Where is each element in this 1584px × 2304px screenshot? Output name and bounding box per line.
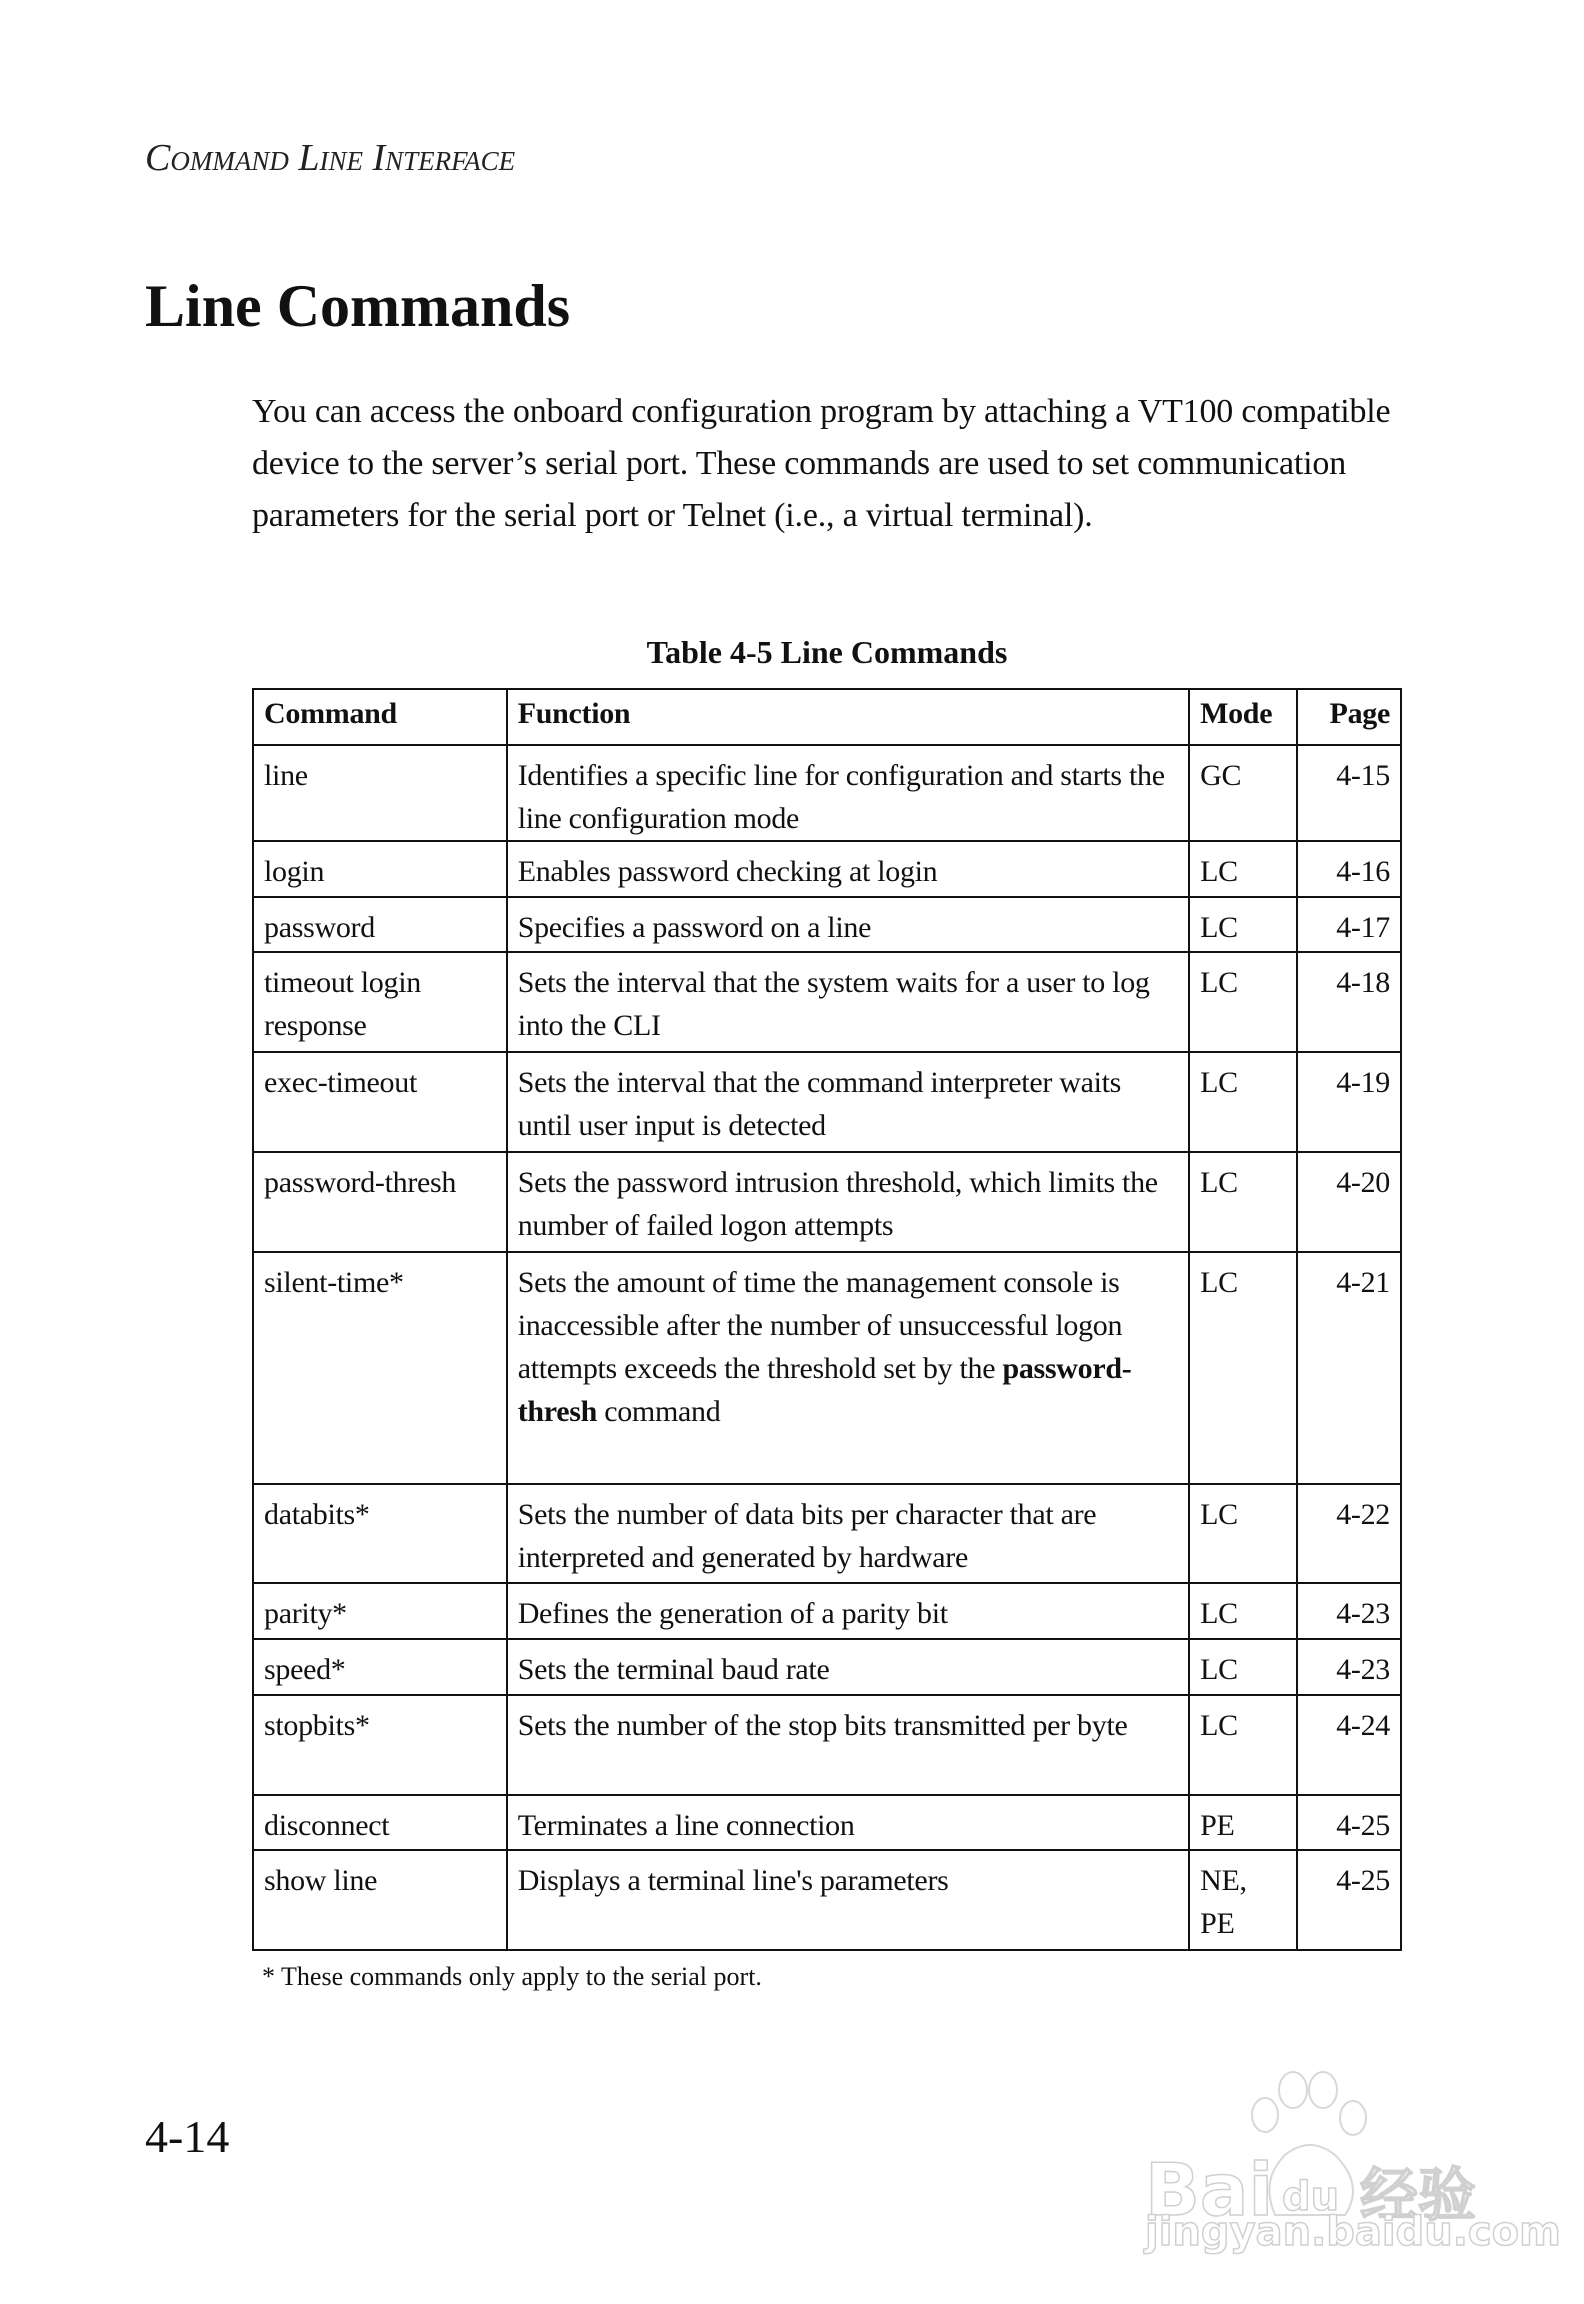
command-cell: password — [253, 897, 507, 952]
page-cell: 4-20 — [1297, 1152, 1401, 1252]
table-row — [253, 1484, 1401, 1583]
page-cell: 4-23 — [1297, 1583, 1401, 1639]
function-cell: Terminates a line connection — [507, 1795, 1189, 1850]
mode-cell: LC — [1189, 897, 1297, 952]
mode-cell: LC — [1189, 841, 1297, 897]
mode-cell: LC — [1189, 1583, 1297, 1639]
page-number: 4-14 — [145, 2111, 230, 2162]
table-row — [253, 897, 1401, 952]
command-cell: timeout login response — [253, 952, 507, 1052]
table-caption: Table 4-5 Line Commands — [646, 634, 1008, 670]
running-head: Command Line Interface — [145, 137, 516, 179]
mode-cell: LC — [1189, 1152, 1297, 1252]
function-cell: Displays a terminal line's parameters — [507, 1850, 1189, 1950]
command-cell: stopbits* — [253, 1695, 507, 1795]
line-commands-table — [252, 688, 1402, 1951]
table-row — [253, 952, 1401, 1052]
function-cell — [507, 1252, 1189, 1484]
table-row — [253, 1695, 1401, 1795]
page-cell: 4-25 — [1297, 1850, 1401, 1950]
function-cell: Sets the interval that the system waits for a user to log into the CLI — [507, 952, 1189, 1052]
function-cell: Sets the interval that the command interpreter waits until user input is detected — [507, 1052, 1189, 1152]
page-cell: 4-17 — [1297, 897, 1401, 952]
command-cell: speed* — [253, 1639, 507, 1695]
function-text: command — [597, 1395, 721, 1428]
mode-cell: PE — [1189, 1795, 1297, 1850]
page-cell: 4-18 — [1297, 952, 1401, 1052]
header-mode: Mode — [1189, 689, 1297, 745]
svg-text:经验: 经验 — [1360, 2161, 1477, 2229]
command-cell: exec-timeout — [253, 1052, 507, 1152]
bold-command-ref: password-thresh — [517, 1352, 1132, 1428]
mode-cell: LC — [1189, 952, 1297, 1052]
mode-cell: LC — [1189, 1052, 1297, 1152]
function-cell: Sets the number of the stop bits transmitted per byte — [507, 1695, 1189, 1795]
table-row — [253, 1795, 1401, 1850]
function-text: Sets the amount of time the management console is inaccessible after the number of unsuccessful logon attempts exceeds the threshold set by the — [517, 1266, 1123, 1385]
baidu-jingyan-watermark-logo — [1125, 2060, 1561, 2255]
mode-cell: LC — [1189, 1484, 1297, 1583]
table-row — [253, 1252, 1401, 1484]
page-cell: 4-21 — [1297, 1252, 1401, 1484]
table-row — [253, 745, 1401, 841]
svg-text:du: du — [1282, 2174, 1340, 2220]
table-row — [253, 1152, 1401, 1252]
page-cell: 4-23 — [1297, 1639, 1401, 1695]
page-cell: 4-25 — [1297, 1795, 1401, 1850]
command-cell: show line — [253, 1850, 507, 1950]
table-header-row — [253, 689, 1401, 745]
function-cell: Specifies a password on a line — [507, 897, 1189, 952]
command-cell: line — [253, 745, 507, 841]
header-command: Command — [253, 689, 507, 745]
page-cell: 4-19 — [1297, 1052, 1401, 1152]
mode-cell: LC — [1189, 1639, 1297, 1695]
page-cell: 4-16 — [1297, 841, 1401, 897]
function-cell: Sets the terminal baud rate — [507, 1639, 1189, 1695]
function-cell: Defines the generation of a parity bit — [507, 1583, 1189, 1639]
function-cell: Sets the password intrusion threshold, which limits the number of failed logon attempts — [507, 1152, 1189, 1252]
function-cell: Enables password checking at login — [507, 841, 1189, 897]
command-cell: disconnect — [253, 1795, 507, 1850]
section-title: Line Commands — [145, 273, 571, 339]
table-row — [253, 1583, 1401, 1639]
table-row — [253, 1850, 1401, 1950]
header-page: Page — [1297, 689, 1401, 745]
mode-cell: LC — [1189, 1695, 1297, 1795]
mode-cell: LC — [1189, 1252, 1297, 1484]
header-function: Function — [507, 689, 1189, 745]
command-cell: databits* — [253, 1484, 507, 1583]
mode-cell: NE, PE — [1189, 1850, 1297, 1950]
command-cell: silent-time* — [253, 1252, 507, 1484]
svg-text:jingyan.baidu.com: jingyan.baidu.com — [1145, 2209, 1561, 2255]
function-cell: Sets the number of data bits per character that are interpreted and generated by hardware — [507, 1484, 1189, 1583]
table-footnote: * These commands only apply to the serial port. — [262, 1962, 762, 1991]
page-cell: 4-24 — [1297, 1695, 1401, 1795]
function-cell: Identifies a specific line for configuration and starts the line configuration mode — [507, 745, 1189, 841]
svg-text:Bai: Bai — [1145, 2148, 1274, 2232]
command-cell: password-thresh — [253, 1152, 507, 1252]
mode-cell: GC — [1189, 745, 1297, 841]
page-cell: 4-15 — [1297, 745, 1401, 841]
page-cell: 4-22 — [1297, 1484, 1401, 1583]
command-cell: parity* — [253, 1583, 507, 1639]
table-row — [253, 841, 1401, 897]
command-cell: login — [253, 841, 507, 897]
table-row — [253, 1639, 1401, 1695]
intro-paragraph: You can access the onboard configuration program by attaching a VT100 compatible device to the server’s serial port. These commands are used to set communication parameters for the serial port or Telnet (i.e., a virtual terminal). — [252, 393, 1391, 534]
table-row — [253, 1052, 1401, 1152]
